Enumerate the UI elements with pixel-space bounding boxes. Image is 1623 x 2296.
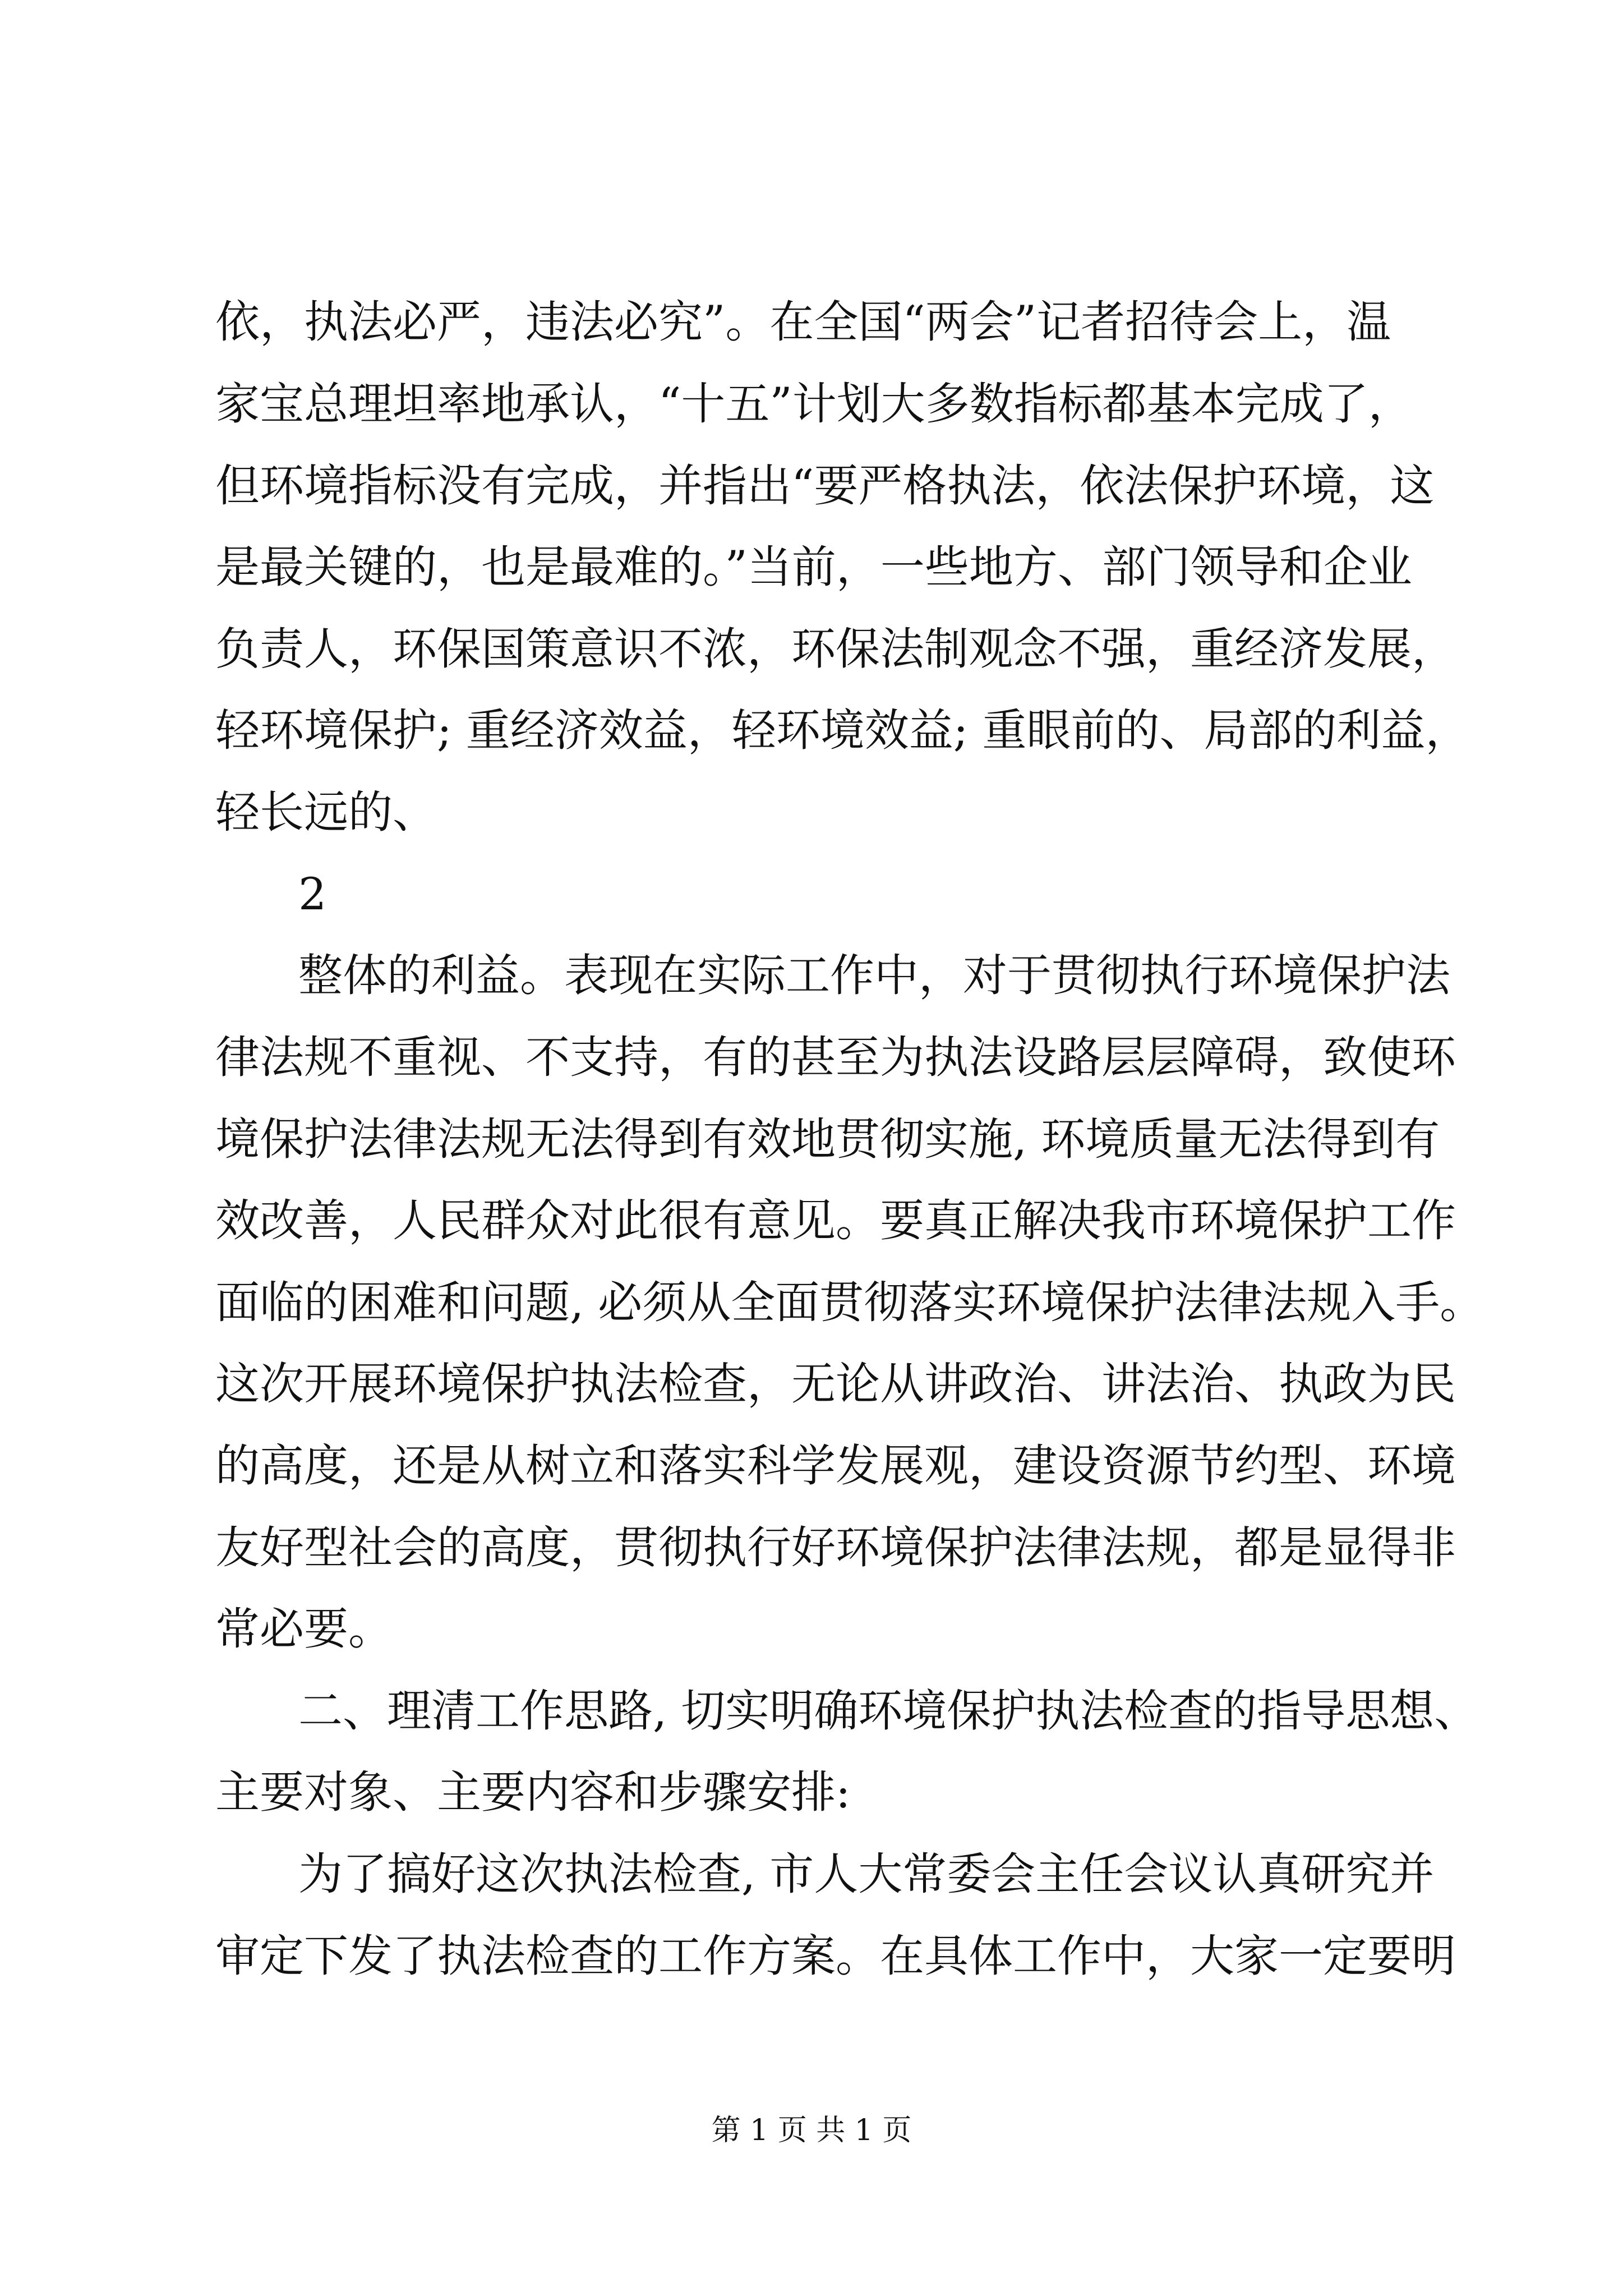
text-line: 依，执法必严，违法必究”。在全国“两会”记者招待会上，温 xyxy=(215,296,1391,348)
text-line: 负责人，环保国策意识不浓，环保法制观念不强，重经济发展， xyxy=(215,623,1456,675)
page-footer: 第 1 页 共 1 页 xyxy=(711,2114,912,2147)
text-line: 轻环境保护; 重经济效益，轻环境效益; 重眼前的、局部的利益， xyxy=(215,705,1470,756)
text-line: 常必要。 xyxy=(215,1603,393,1655)
text-line: 境保护法律法规无法得到有效地贯彻实施, 环境质量无法得到有 xyxy=(215,1114,1440,1165)
text-line: 是最关键的，也是最难的。”当前，一些地方、部门领导和企业 xyxy=(215,541,1412,593)
text-line: 效改善，人民群众对此很有意见。要真正解决我市环境保护工作 xyxy=(215,1195,1456,1246)
text-line: 家宝总理坦率地承认，“十五”计划大多数指标都基本完成了， xyxy=(215,378,1413,430)
text-line: 审定下发了执法检查的工作方案。在具体工作中，大家一定要明 xyxy=(215,1930,1456,1982)
text-line: 整体的利益。表现在实际工作中，对于贯彻执行环境保护法 xyxy=(298,950,1450,1001)
text-line: 友好型社会的高度，贯彻执行好环境保护法律法规，都是显得非 xyxy=(215,1522,1456,1573)
section-heading: 主要对象、主要内容和步骤安排: xyxy=(215,1766,851,1818)
page-break-number: 2 xyxy=(298,868,327,920)
text-line: 这次开展环境保护执法检查，无论从讲政治、讲法治、执政为民 xyxy=(215,1358,1456,1410)
section-heading: 二、理清工作思路, 切实明确环境保护执法检查的指导思想、 xyxy=(298,1685,1479,1737)
text-line: 轻长远的、 xyxy=(215,786,437,838)
text-line: 但环境指标没有完成，并指出“要严格执法，依法保护环境，这 xyxy=(215,460,1435,512)
text-line: 律法规不重视、不支持，有的甚至为执法设路层层障碍，致使环 xyxy=(215,1032,1456,1083)
text-line: 的高度，还是从树立和落实科学发展观，建设资源节约型、环境 xyxy=(215,1440,1456,1492)
text-line: 面临的困难和问题, 必须从全面贯彻落实环境保护法律法规入手。 xyxy=(215,1277,1484,1328)
text-line: 为了搞好这次执法检查, 市人大常委会主任会议认真研究并 xyxy=(298,1848,1435,1900)
